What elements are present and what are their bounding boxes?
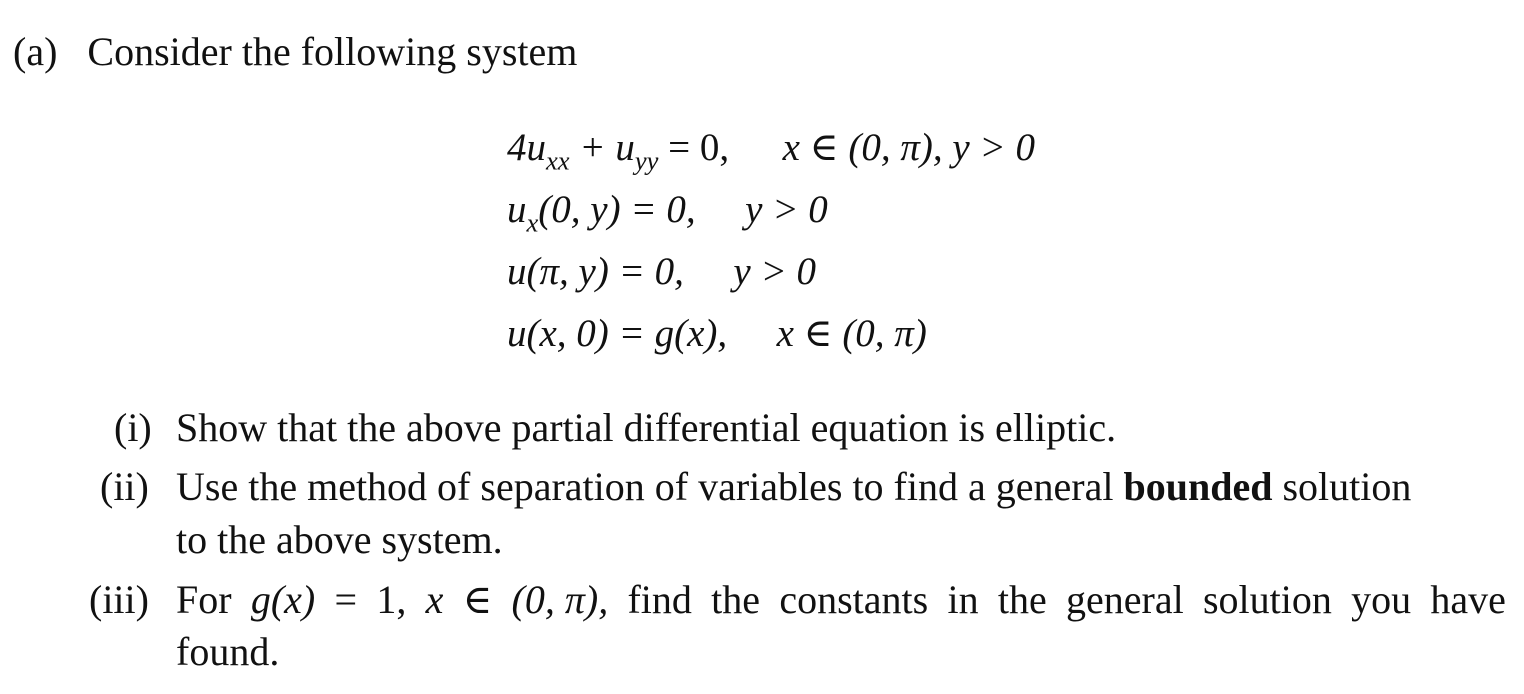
bold-term: bounded (1123, 464, 1273, 509)
question-text-i: Show that the above partial differential equation is elliptic. (176, 405, 1117, 450)
question-text-ii (176, 464, 1412, 509)
equation-ic (507, 314, 927, 353)
eq-term: (0, y) = 0, (538, 188, 696, 231)
question-text-iii-line2: found. (176, 629, 280, 674)
word: find (627, 577, 692, 622)
text-run: Use the method of separation of variables to find a general (176, 464, 1114, 509)
eq-subscript: x (526, 207, 539, 238)
intro-text: Consider the following system (87, 29, 578, 74)
eq-term: u (507, 188, 527, 231)
eq-condition: y > 0 (745, 188, 828, 231)
question-text-ii-line2: to the above system. (176, 517, 503, 562)
math-word: g(x) (250, 577, 316, 622)
word: have (1430, 577, 1506, 622)
question-text-iii (176, 577, 1506, 622)
question-item-i (114, 405, 152, 450)
part-label: (a) (13, 29, 58, 74)
equation-bc-left (507, 188, 828, 238)
word: For (176, 577, 232, 622)
math-word: (0, π), (511, 577, 609, 622)
question-item-iii (89, 577, 149, 622)
equation-bc-right (507, 252, 816, 291)
word: the (711, 577, 761, 622)
word: 1, (376, 577, 407, 622)
word: in (947, 577, 979, 622)
eq-term: u(x, 0) = g(x), (507, 312, 728, 355)
eq-subscript: yy (634, 145, 659, 176)
word: constants (779, 577, 929, 622)
eq-condition: x ∈ (0, π) (776, 312, 927, 355)
equation-pde (507, 126, 1035, 176)
word: ∈ (462, 577, 493, 622)
question-item-ii (100, 464, 149, 509)
eq-term: u(π, y) = 0, (507, 250, 684, 293)
eq-term: 4u (507, 126, 546, 169)
word: you (1351, 577, 1412, 622)
word: = (334, 577, 358, 622)
eq-relation: = 0, (658, 126, 730, 169)
eq-term: + u (569, 126, 635, 169)
word: the (997, 577, 1047, 622)
item-label: (ii) (100, 464, 149, 509)
eq-condition: x ∈ (0, π), y > 0 (782, 126, 1035, 169)
part-heading (13, 29, 578, 74)
item-label: (iii) (89, 577, 149, 622)
math-word: x (425, 577, 444, 622)
word: general (1065, 577, 1184, 622)
item-label: (i) (114, 405, 152, 450)
eq-subscript: xx (546, 145, 570, 176)
text-run: solution (1282, 464, 1412, 509)
word: solution (1202, 577, 1332, 622)
eq-condition: y > 0 (733, 250, 817, 293)
